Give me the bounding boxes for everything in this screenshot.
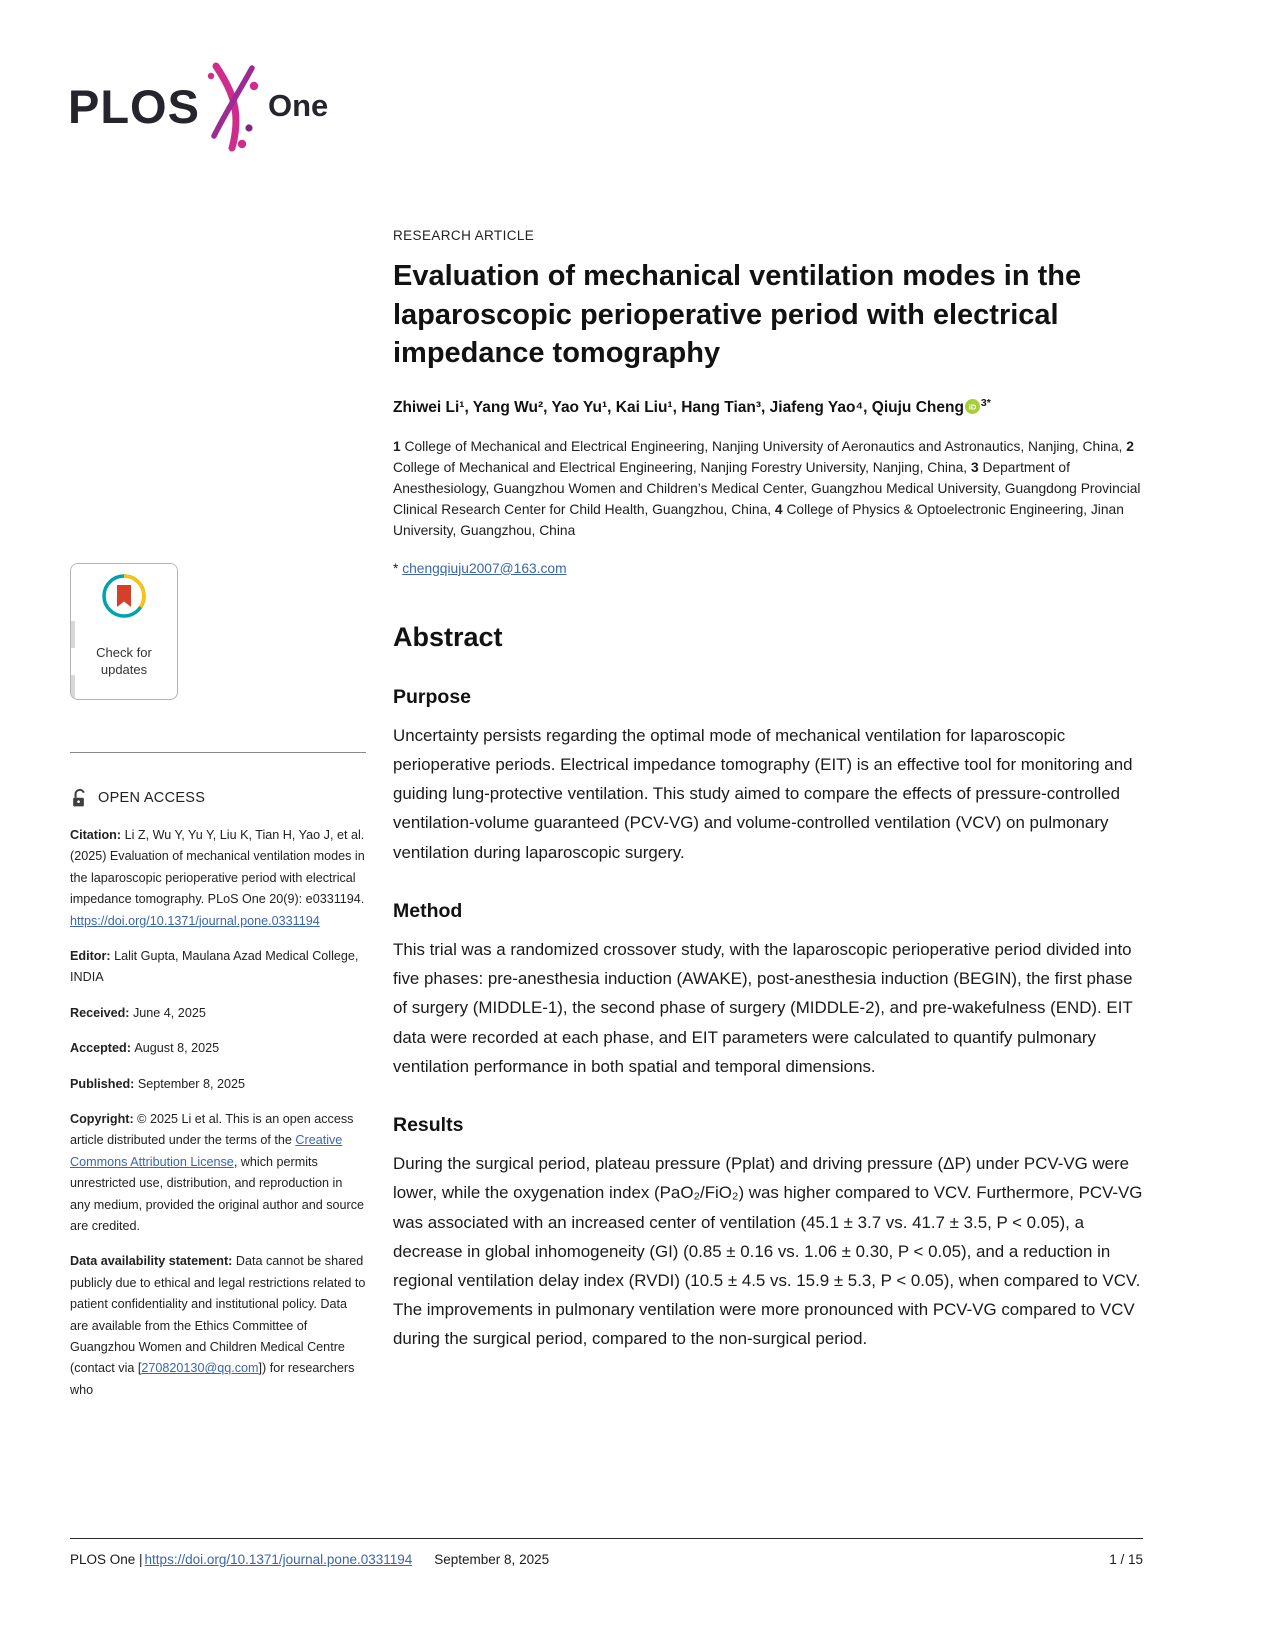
author-list xyxy=(393,397,1143,419)
copyright-label: Copyright: xyxy=(70,1112,138,1127)
abstract-heading: Abstract xyxy=(393,621,503,652)
footer-date: September 8, 2025 xyxy=(434,1552,550,1567)
data-availability-label: Data availability statement: xyxy=(70,1254,236,1269)
affiliation-num: 3 xyxy=(970,459,979,475)
editor-note xyxy=(70,946,366,989)
footer-left xyxy=(70,1552,549,1567)
correspondence-line xyxy=(393,561,1143,576)
published-label: Published: xyxy=(70,1076,138,1091)
affiliation-num: 4 xyxy=(774,501,783,517)
affiliation-text: College of Mechanical and Electrical Engineering, Nanjing Forestry University, Nanjing, China, xyxy=(393,459,971,475)
page-footer xyxy=(70,1538,1143,1567)
article-title: Evaluation of mechanical ventilation modes in the laparoscopic perioperative period with electrical impedance tomography xyxy=(393,260,1082,370)
cc-license-link[interactable]: Creative Commons Attribution License xyxy=(70,1133,343,1169)
section-text-method: This trial was a randomized crossover study, with the laparoscopic perioperative period divided into five phases: pre-anesthesia induction (AWAKE), post-anesthesia induction (BEGIN), the first phase of surgery (MIDDLE-1), the second phase of surgery (MIDDLE-2), and pre-wakefulness (END). EIT data were recorded at each phase, and EIT parameters were calculated to quantify pulmonary ventilation performance in both spatial and temporal dimensions. xyxy=(393,939,1133,1076)
affiliation-num: 1 xyxy=(393,438,401,454)
copyright-text-after: , which permits unrestricted use, distribution, and reproduction in any medium, provided the original author and source are credited. xyxy=(70,1154,365,1234)
citation-doi-link[interactable]: https://doi.org/10.1371/journal.pone.0331194 xyxy=(70,913,320,928)
published-note xyxy=(70,1074,366,1095)
copyright-note xyxy=(70,1109,366,1237)
check-for-updates-label: Check for updates xyxy=(71,621,177,700)
data-availability-text-after: ]) for researchers who xyxy=(70,1361,355,1397)
citation-note xyxy=(70,825,366,932)
corresponding-email-link[interactable]: chengqiuju2007@163.com xyxy=(402,560,567,576)
section-text-results: During the surgical period, plateau pressure (Pplat) and driving pressure (ΔP) under PCV-VG were lower, while the oxygenation index (PaO₂/FiO₂) was higher compared to VCV. Furthermore, PCV-VG was associated with an increased center of ventilation (45.1 ± 3.7 vs. 41.7 ± 3.5, P < 0.05), a decrease in global inhomogeneity (GI) (0.85 ± 0.16 vs. 1.06 ± 0.30, P < 0.05), and a reduction in regional ventilation delay index (RVDI) (10.5 ± 4.5 vs. 15.9 ± 5.3, P < 0.05), when compared to VCV. The improvements in pulmonary ventilation were more pronounced with PCV-VG compared to VCV during the surgical period, compared to the non-surgical period. xyxy=(393,1154,1143,1349)
footer-doi-link[interactable]: https://doi.org/10.1371/journal.pone.0331194 xyxy=(144,1552,413,1567)
accepted-label: Accepted: xyxy=(70,1041,135,1056)
section-heading-method: Method xyxy=(393,899,463,922)
page-number: 1 / 15 xyxy=(1109,1552,1143,1567)
editor-label: Editor: xyxy=(70,948,115,963)
plos-one-logo xyxy=(68,60,328,152)
affiliation-text: College of Mechanical and Electrical Engineering, Nanjing University of Aeronautics and Astronautics, Nanjing, China, xyxy=(400,438,1127,454)
article-kicker: RESEARCH ARTICLE xyxy=(393,228,535,243)
accepted-date: August 8, 2025 xyxy=(134,1041,220,1056)
editor-text: Lalit Gupta, Maulana Azad Medical College, INDIA xyxy=(70,948,359,985)
correspondence-asterisk: * xyxy=(393,560,403,576)
received-label: Received: xyxy=(70,1005,133,1020)
open-lock-icon xyxy=(70,788,89,809)
accepted-note xyxy=(70,1038,366,1059)
section-text-purpose: Uncertainty persists regarding the optimal mode of mechanical ventilation for laparoscopic perioperative periods. Electrical impedance tomography (EIT) is an effective tool for monitoring and guiding lung-protective ventilation. This study aimed to compare the effects of pressure-controlled ventilation-volume guaranteed (PCV-VG) and volume-controlled ventilation (VCV) on pulmonary ventilation during laparoscopic surgery. xyxy=(393,725,1133,862)
affiliation-text: Department of Anesthesiology, Guangzhou Women and Children’s Medical Center, Guangzhou Medical University, Guangdong Provincial Clinical Research Center for Child Health, Guangzhou, China, xyxy=(393,459,1141,517)
orcid-icon[interactable] xyxy=(965,399,980,419)
check-for-updates-badge[interactable] xyxy=(70,563,178,700)
sidebar xyxy=(70,563,366,1401)
svg-text:iD: iD xyxy=(968,402,977,412)
plos-logo-text: PLOS xyxy=(68,79,200,133)
copyright-text: © 2025 Li et al. This is an open access article distributed under the terms of the xyxy=(70,1112,354,1148)
one-logo-text: One xyxy=(267,88,329,123)
data-availability-text: Data cannot be shared publicly due to ethical and legal restrictions related to patient confidentiality and institutional policy. Data are available from the Ethics Committee of Guangzhou Women and Children Medical Centre (contact via [ xyxy=(70,1254,366,1376)
crossmark-icon xyxy=(101,573,147,619)
article-main xyxy=(393,228,1143,1354)
published-date: September 8, 2025 xyxy=(137,1076,245,1091)
open-access-label: OPEN ACCESS xyxy=(98,790,206,807)
plos-splash-icon xyxy=(202,60,264,152)
citation-text: Li Z, Wu Y, Yu Y, Liu K, Tian H, Yao J, et al. (2025) Evaluation of mechanical ventilation modes in the laparoscopic perioperative period with electrical impedance tomography. PLoS One 20(9): e0331194. xyxy=(70,827,365,907)
citation-label: Citation: xyxy=(70,827,125,842)
footer-journal-name: PLOS One | xyxy=(70,1552,143,1567)
received-date: June 4, 2025 xyxy=(133,1005,206,1020)
contact-email-link[interactable]: 270820130@qq.com xyxy=(141,1361,259,1376)
sidebar-divider xyxy=(70,752,366,753)
received-note xyxy=(70,1003,366,1024)
section-heading-results: Results xyxy=(393,1114,464,1137)
affiliation-text: College of Physics & Optoelectronic Engineering, Jinan University, Guangzhou, China xyxy=(393,501,1124,538)
affiliations xyxy=(393,437,1143,542)
data-availability-note xyxy=(70,1251,366,1401)
open-access-banner xyxy=(70,786,366,811)
author-names: Zhiwei Li¹, Yang Wu², Yao Yu¹, Kai Liu¹, Hang Tian³, Jiafeng Yao⁴, Qiuju Cheng xyxy=(393,398,964,416)
affiliation-num: 2 xyxy=(1126,438,1134,454)
section-heading-purpose: Purpose xyxy=(393,685,472,708)
corresponding-author-sup: 3* xyxy=(980,396,991,409)
